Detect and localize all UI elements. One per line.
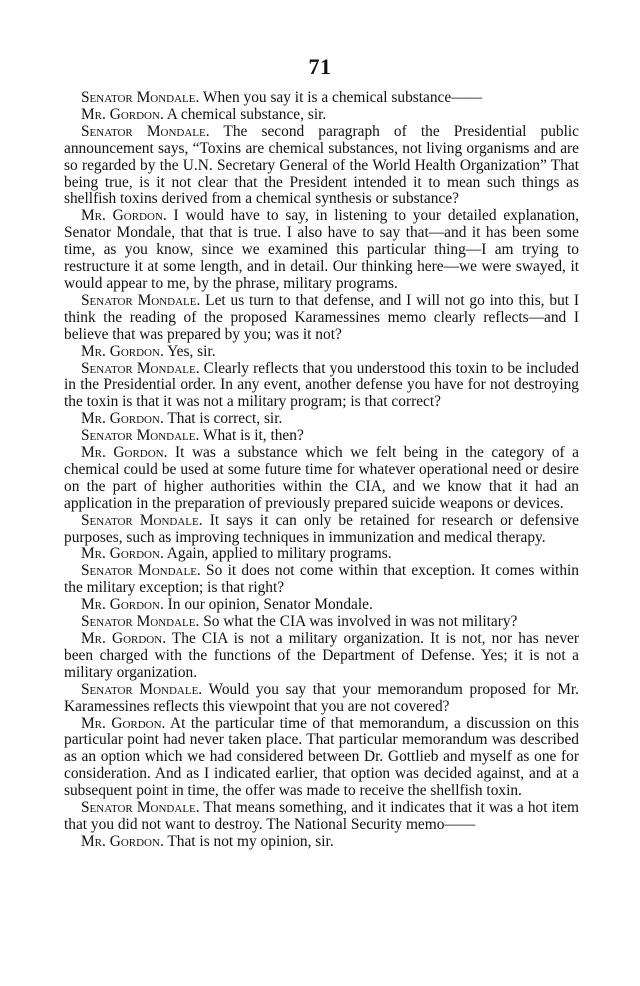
- paragraph-text: In our opinion, Senator Mondale.: [163, 596, 373, 614]
- transcript-paragraph: [64, 361, 579, 412]
- transcript-paragraph: [64, 716, 579, 801]
- paragraph-text: It was a substance which we felt being in the category of a chemical could be used at some future time for whatever operational need or desire on the part of higher authorities within the CIA, and we know that it had an application in the preparation of previously prepared suicide weapons or devices.: [64, 444, 580, 512]
- paragraph-text: Yes, sir.: [163, 342, 216, 360]
- transcript-paragraph: [64, 107, 579, 124]
- speaker-name: Senator Mondale.: [81, 122, 210, 140]
- transcript-paragraph: [64, 513, 579, 547]
- speaker-name: Senator Mondale.: [81, 359, 200, 377]
- speaker-name: Mr. Gordon.: [81, 410, 164, 428]
- transcript-paragraph: [64, 344, 579, 361]
- speaker-name: Mr. Gordon.: [81, 596, 164, 614]
- transcript-paragraph: [64, 614, 579, 631]
- paragraph-text: That is correct, sir.: [163, 410, 283, 428]
- paragraph-text: So what the CIA was involved in was not military?: [199, 613, 518, 631]
- speaker-name: Senator Mondale.: [81, 799, 200, 817]
- page-number: 71: [308, 54, 332, 79]
- speaker-name: Senator Mondale.: [81, 562, 201, 580]
- paragraph-text: Would you say that your memorandum proposed for Mr. Karamessines reflects this viewpoint that you are not covered?: [64, 680, 579, 715]
- speaker-name: Mr. Gordon.: [81, 105, 164, 123]
- paragraph-text: I would have to say, in listening to your detailed explanation, Senator Mondale, that that is true. I also have to say that—and it has been some time, as you know, since we examined this particular thing—I am trying to restructure it at some length, and in detail. Our thinking here—we were swayed, it would appear to me, by the phrase, military programs.: [64, 207, 579, 292]
- transcript-paragraph: [64, 445, 579, 513]
- transcript-paragraph: [64, 597, 579, 614]
- paragraph-text: It says it can only be retained for research or defensive purposes, such as improving techniques in immunization and medical therapy.: [64, 511, 580, 546]
- speaker-name: Mr. Gordon.: [81, 832, 164, 850]
- paragraph-text: At the particular time of that memorandum, a discussion on this particular point had never taken place. That particular memorandum was described as an option which we had considered between Dr. Gottlieb and myself as one for consideration. And as I indicated earlier, that option was decided against, and at a subsequent point in time, the offer was made to receive the shellfish toxin.: [64, 714, 580, 800]
- speaker-name: Mr. Gordon.: [81, 444, 168, 462]
- transcript-paragraph: [64, 208, 579, 293]
- transcript-paragraph: [64, 563, 579, 597]
- paragraph-text: The CIA is not a military organization. It is not, nor has never been charged with the functions of the Department of Defense. Yes; it is not a military organization.: [64, 630, 579, 681]
- speaker-name: Senator Mondale.: [81, 89, 200, 106]
- transcript-paragraph: [64, 90, 579, 107]
- transcript-paragraph: [64, 428, 579, 445]
- paragraph-text: Clearly reflects that you understood this toxin to be included in the Presidential order. In any event, another defense you have for not destroying the toxin is that it was not a military program; is that correct?: [64, 359, 579, 411]
- speaker-name: Mr. Gordon.: [81, 630, 167, 647]
- speaker-name: Mr. Gordon.: [81, 714, 166, 732]
- speaker-name: Senator Mondale.: [81, 680, 203, 698]
- paragraph-text: Let us turn to that defense, and I will not go into this, but I think the reading of the proposed Karamessines memo clearly reflects—and I believe that was prepared by you; was it not?: [64, 291, 580, 343]
- speaker-name: Mr. Gordon.: [81, 207, 167, 225]
- speaker-name: Senator Mondale.: [81, 613, 200, 631]
- paragraph-text: What is it, then?: [199, 427, 304, 445]
- paragraph-text: The second paragraph of the Presidential public announcement says, “Toxins are chemical substances, not living organisms and are so regarded by the U.N. Secretary General of the World Health Organization” That being true, is it not clear that the President intended it to mean such things as shellfish toxins derived from a chemical synthesis or substance?: [64, 122, 580, 208]
- paragraph-text: That is not my opinion, sir.: [163, 832, 334, 850]
- transcript-paragraph: [64, 293, 579, 344]
- transcript-paragraph: [64, 124, 579, 209]
- transcript-paragraph: [64, 546, 579, 563]
- transcript-paragraph: [64, 834, 579, 851]
- transcript-paragraph: [64, 631, 579, 682]
- paragraph-text: A chemical substance, sir.: [163, 105, 327, 123]
- transcript-paragraph: [64, 411, 579, 428]
- transcript-paragraph: [64, 682, 579, 716]
- paragraph-text: When you say it is a chemical substance——: [199, 89, 483, 106]
- speaker-name: Mr. Gordon.: [81, 342, 164, 360]
- transcript-body: [64, 90, 579, 851]
- paragraph-text: So it does not come within that exception. It comes within the military exception; is that right?: [64, 562, 579, 597]
- paragraph-text: Again, applied to military programs.: [163, 545, 392, 563]
- speaker-name: Senator Mondale.: [81, 511, 203, 529]
- speaker-name: Senator Mondale.: [81, 291, 201, 309]
- paragraph-text: That means something, and it indicates that it was a hot item that you did not want to destroy. The National Security memo——: [64, 799, 579, 833]
- speaker-name: Mr. Gordon.: [81, 545, 164, 563]
- transcript-paragraph: [64, 800, 579, 834]
- speaker-name: Senator Mondale.: [81, 427, 200, 445]
